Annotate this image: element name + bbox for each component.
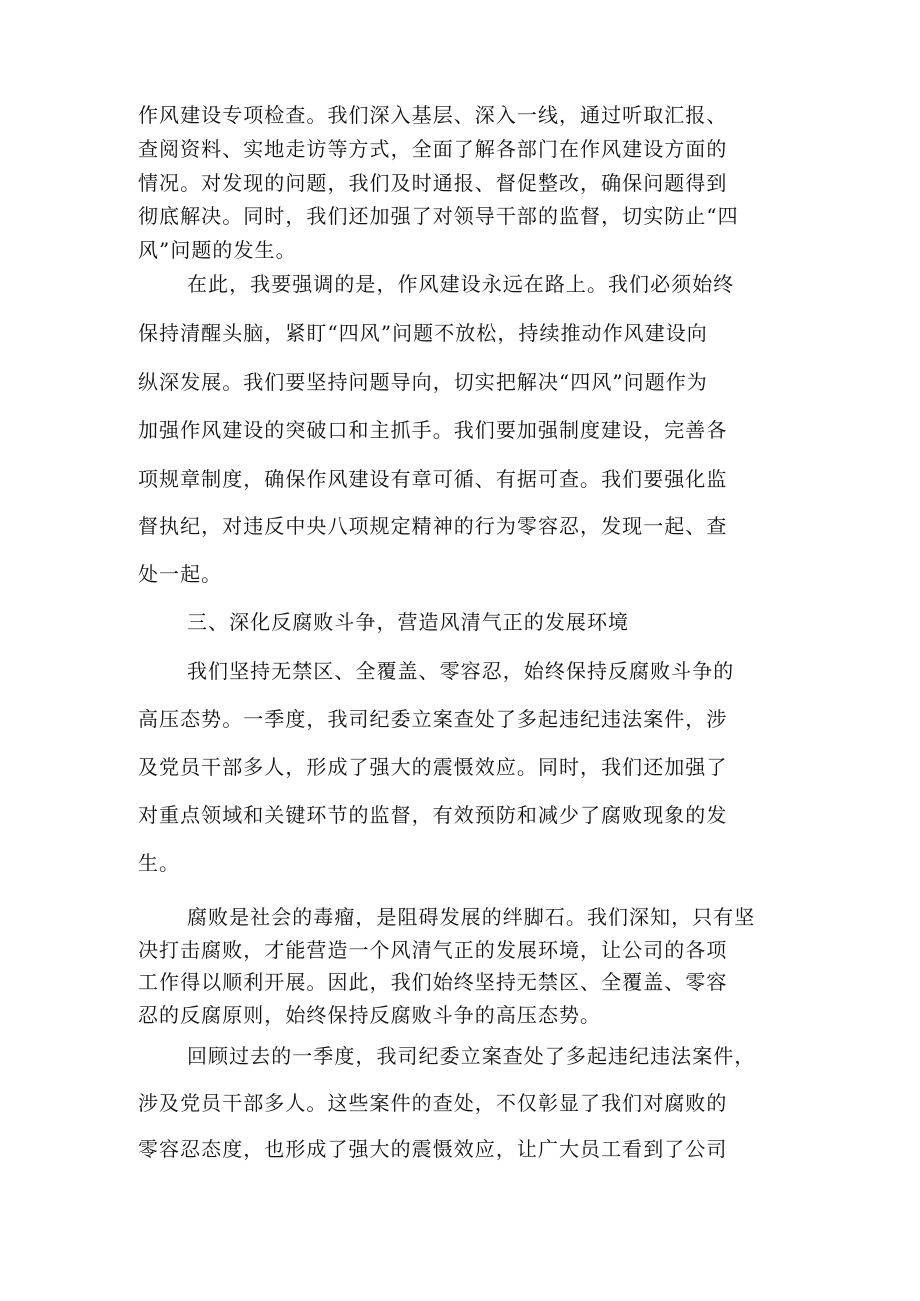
paragraph-line: 高压态势。一季度，我司纪委立案查处了多起违纪违法案件，涉 — [138, 707, 728, 731]
paragraph-line: 工作得以顺利开展。因此，我们始终坚持无禁区、全覆盖、零容 — [138, 970, 728, 994]
paragraph-line: 我们坚持无禁区、全覆盖、零容忍，始终保持反腐败斗争的 — [187, 659, 735, 683]
paragraph-line: 风”问题的发生。 — [138, 238, 297, 262]
paragraph-line: 处一起。 — [138, 562, 223, 586]
paragraph-line: 腐败是社会的毒瘤，是阻碍发展的绊脚石。我们深知，只有坚 — [187, 905, 756, 929]
paragraph-line: 涉及党员干部多人。这些案件的查处，不仅彰显了我们对腐败的 — [138, 1091, 728, 1115]
paragraph-line: 生。 — [138, 851, 181, 875]
paragraph-line: 加强作风建设的突破口和主抓手。我们要加强制度建设，完善各 — [138, 418, 728, 442]
paragraph-line: 查阅资料、实地走访等方式，全面了解各部门在作风建设方面的 — [138, 137, 728, 161]
paragraph-line: 保持清醒头脑，紧盯“四风”问题不放松，持续推动作风建设向 — [138, 321, 708, 345]
paragraph-line: 督执纪，对违反中央八项规定精神的行为零容忍，发现一起、查 — [138, 514, 728, 538]
paragraph-line: 决打击腐败，才能营造一个风清气正的发展环境，让公司的各项 — [138, 938, 728, 962]
paragraph-line: 在此，我要强调的是，作风建设永远在路上。我们必须始终 — [187, 272, 735, 296]
paragraph-line: 回顾过去的一季度，我司纪委立案查处了多起违纪违法案件， — [187, 1044, 756, 1068]
paragraph-line: 作风建设专项检查。我们深入基层、深入一线，通过听取汇报、 — [138, 103, 728, 127]
paragraph-line: 零容忍态度，也形成了强大的震慑效应，让广大员工看到了公司 — [138, 1137, 728, 1161]
section-heading: 三、深化反腐败斗争，营造风清气正的发展环境 — [187, 610, 630, 634]
paragraph-line: 情况。对发现的问题，我们及时通报、督促整改，确保问题得到 — [138, 171, 728, 195]
paragraph-line: 项规章制度，确保作风建设有章可循、有据可查。我们要强化监 — [138, 467, 728, 491]
paragraph-line: 彻底解决。同时，我们还加强了对领导干部的监督，切实防止“四 — [138, 204, 739, 228]
paragraph-line: 及党员干部多人，形成了强大的震慑效应。同时，我们还加强了 — [138, 755, 728, 779]
paragraph-line: 忍的反腐原则，始终保持反腐败斗争的高压态势。 — [138, 1003, 602, 1027]
paragraph-line: 纵深发展。我们要坚持问题导向，切实把解决“四风”问题作为 — [138, 370, 708, 394]
paragraph-line: 对重点领域和关键环节的监督，有效预防和减少了腐败现象的发 — [138, 803, 728, 827]
